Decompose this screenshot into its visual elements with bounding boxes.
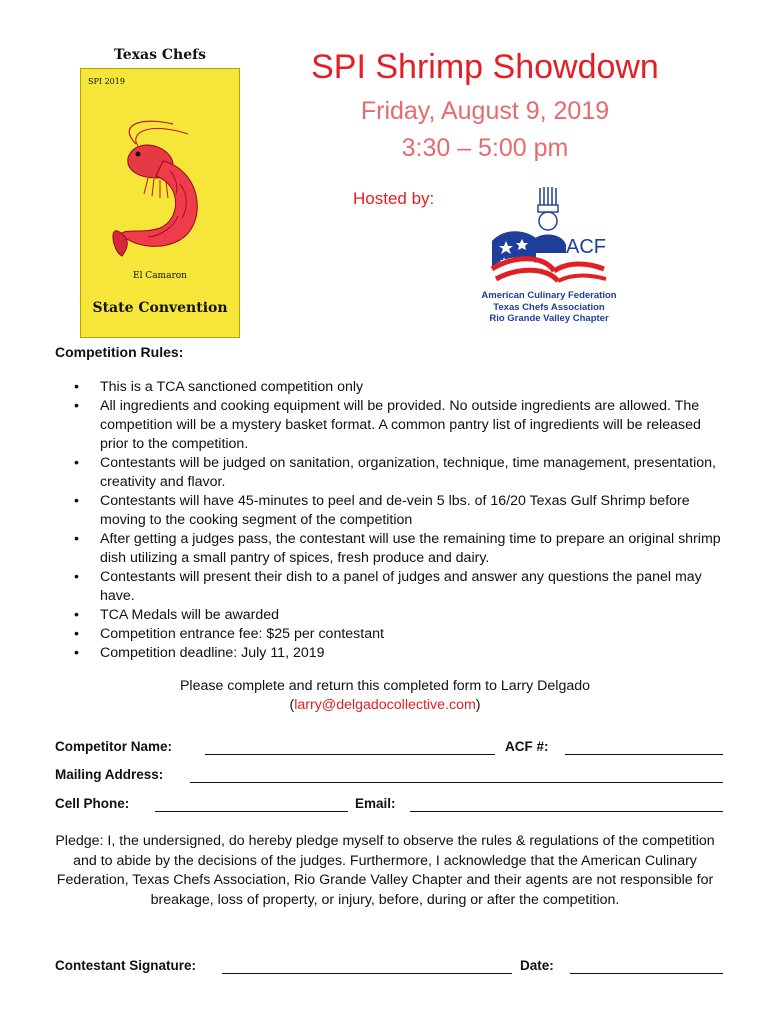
acf-number-field[interactable] bbox=[565, 754, 723, 755]
event-poster bbox=[80, 41, 240, 338]
rule-item: • Contestants will be judged on sanitation, organization, technique, time management, presentation, creativity and flavor. bbox=[100, 454, 723, 492]
rule-item: • Contestants will present their dish to a panel of judges and answer any questions the panel may have. bbox=[100, 568, 723, 606]
acf-line-1: American Culinary Federation bbox=[481, 290, 617, 301]
return-instructions bbox=[55, 677, 715, 715]
acf-line-2: Texas Chefs Association bbox=[493, 301, 605, 313]
email-field[interactable] bbox=[410, 811, 723, 812]
pledge-text: Pledge: I, the undersigned, do hereby pledge myself to observe the rules & regulations of the competition and to abide by the decisions of the judges. Furthermore, I acknowledge that the American Culinary Federation, Texas Chefs Association, Rio Grande Valley Chapter and their agents are not responsible for breakage, loss of property, or injury, before, during or after the competition. bbox=[55, 833, 715, 908]
rule-item: • Competition entrance fee: $25 per contestant bbox=[100, 625, 723, 644]
acf-mark: ACF bbox=[566, 236, 606, 258]
rule-item: • All ingredients and cooking equipment will be provided. No outside ingredients are allowed. The competition will be a mystery basket format. A common pantry list of ingredients will be released prior to the competition. bbox=[100, 397, 723, 454]
mailing-address-field[interactable] bbox=[190, 782, 723, 783]
poster-footer: State Convention bbox=[92, 300, 228, 316]
rule-item: • After getting a judges pass, the contestant will use the remaining time to prepare an original shrimp dish utilizing a small pantry of spices, fresh produce and dairy. bbox=[100, 530, 723, 568]
acf-line-3: Rio Grande Valley Chapter bbox=[489, 313, 609, 324]
rule-item: • Contestants will have 45-minutes to peel and de-vein 5 lbs. of 16/20 Texas Gulf Shrimp before moving to the cooking segment of the competition bbox=[100, 492, 723, 530]
event-date: Friday, August 9, 2019 bbox=[360, 97, 610, 125]
open-paren: ( bbox=[289, 697, 295, 713]
rule-item: • TCA Medals will be awarded bbox=[100, 606, 723, 625]
contact-email-link[interactable]: larry@delgadocollective.com bbox=[294, 697, 476, 713]
signature-field[interactable] bbox=[222, 973, 512, 974]
poster-year: SPI 2019 bbox=[88, 77, 125, 86]
poster-caption: El Camaron bbox=[133, 271, 187, 281]
mailing-address-label: Mailing Address: bbox=[55, 767, 164, 782]
shrimp-icon bbox=[108, 116, 213, 266]
acf-org-lines bbox=[470, 290, 628, 325]
date-label: Date: bbox=[520, 958, 554, 973]
email-label: Email: bbox=[355, 796, 396, 811]
cell-phone-field[interactable] bbox=[155, 811, 348, 812]
return-text: Please complete and return this completed form to Larry Delgado bbox=[179, 678, 591, 694]
competitor-name-field[interactable] bbox=[205, 754, 495, 755]
hosted-by-label: Hosted by: bbox=[353, 189, 435, 208]
acf-chef-logo-icon bbox=[484, 183, 614, 288]
event-title: SPI Shrimp Showdown bbox=[311, 48, 659, 86]
acf-number-label: ACF #: bbox=[505, 739, 549, 754]
poster-brand: Texas Chefs bbox=[113, 47, 207, 63]
cell-phone-label: Cell Phone: bbox=[55, 796, 130, 811]
return-email-line bbox=[55, 696, 715, 715]
rules-list bbox=[55, 378, 723, 663]
signature-label: Contestant Signature: bbox=[55, 958, 197, 973]
event-time: 3:30 – 5:00 pm bbox=[401, 134, 569, 162]
date-field[interactable] bbox=[570, 973, 723, 974]
close-paren: ) bbox=[475, 697, 481, 713]
rule-item: • Competition deadline: July 11, 2019 bbox=[100, 644, 723, 663]
competitor-name-label: Competitor Name: bbox=[55, 739, 173, 754]
rule-item: • This is a TCA sanctioned competition only bbox=[100, 378, 723, 397]
rules-heading: Competition Rules: bbox=[55, 344, 184, 360]
